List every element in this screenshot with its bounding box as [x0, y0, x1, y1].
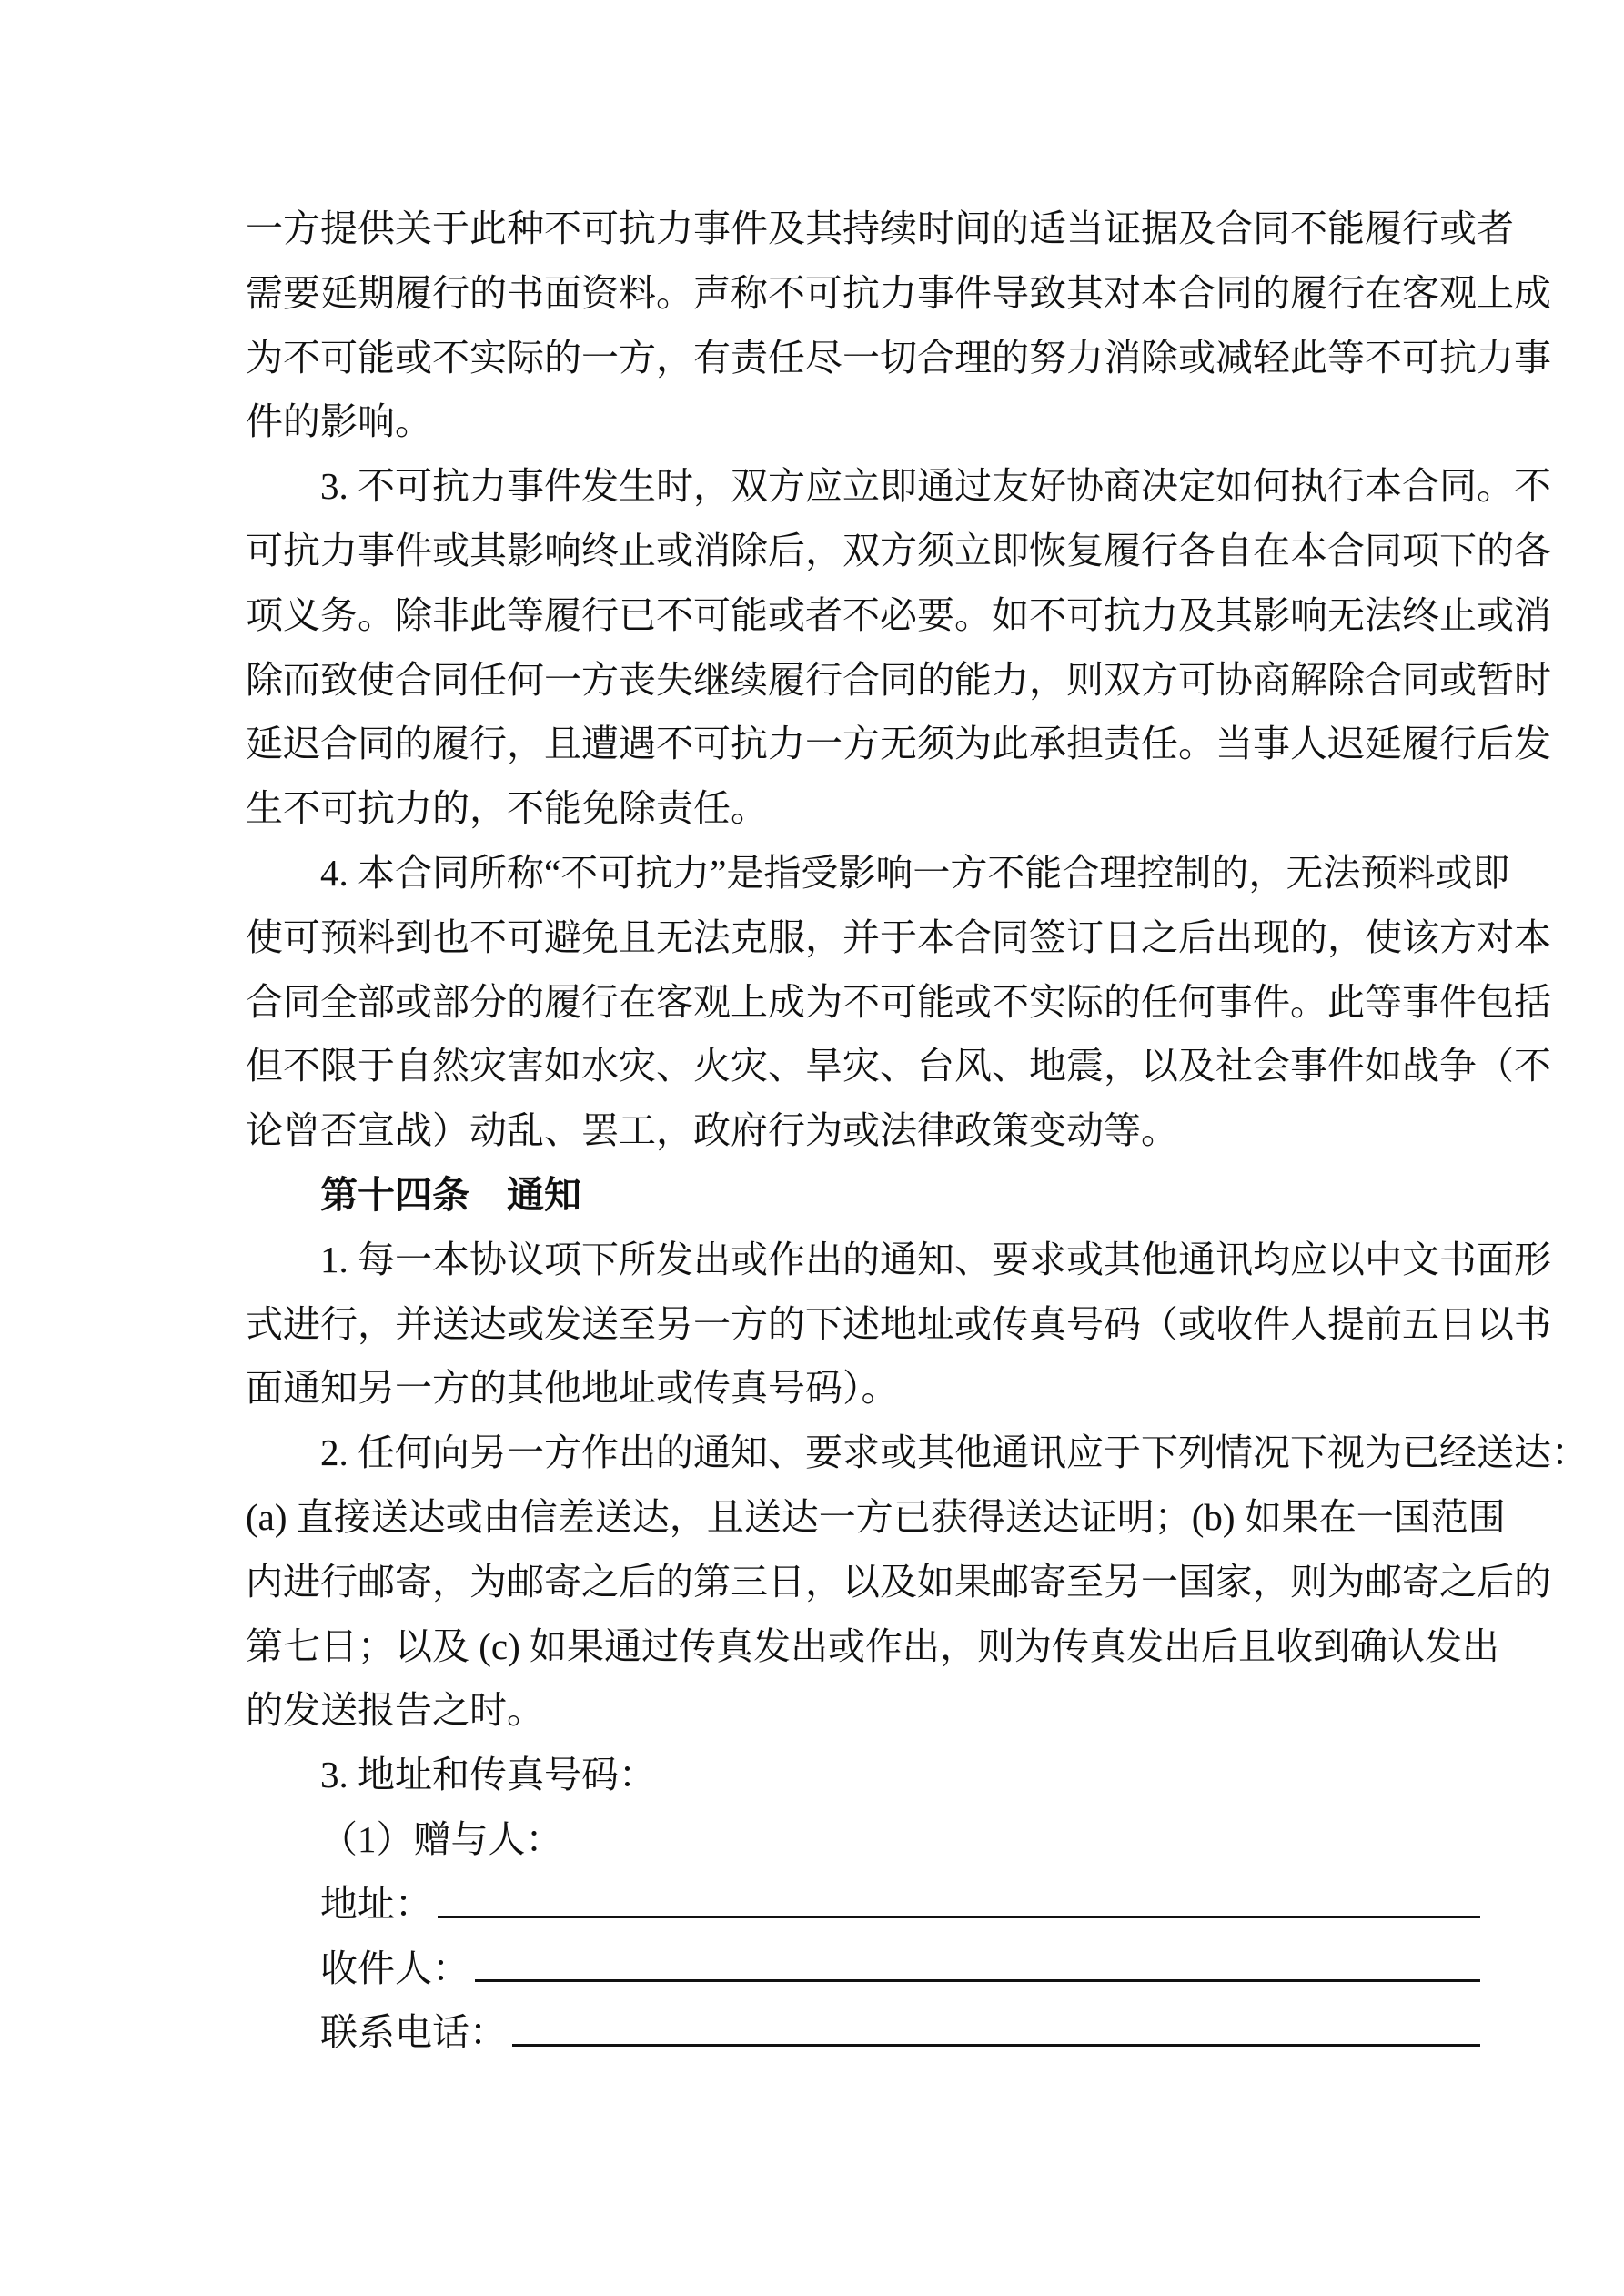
text-line: 2. 任何向另一方作出的通知、要求或其他通讯应于下列情况下视为已经送达： — [320, 1431, 1589, 1474]
paragraph-notice-2 — [246, 1421, 1589, 1743]
address-label: 地址： — [320, 1882, 432, 1925]
text-line: 面通知另一方的其他地址或传真号码）。 — [246, 1367, 899, 1410]
text-line: 4. 本合同所称“不可抗力”是指受影响一方不能合理控制的，无法预料或即 — [320, 851, 1510, 894]
address-field[interactable] — [246, 1872, 1235, 1937]
recipient-field[interactable] — [246, 1937, 1235, 2001]
text-line: 除而致使合同任何一方丧失继续履行合同的能力，则双方可协商解除合同或暂时 — [246, 658, 1551, 701]
document-page — [246, 197, 1589, 2065]
text-line: 内进行邮寄，为邮寄之后的第三日，以及如果邮寄至另一国家，则为邮寄之后的 — [246, 1560, 1551, 1603]
text-line: 合同全部或部分的履行在客观上成为不可能或不实际的任何事件。此等事件包括 — [246, 980, 1551, 1023]
text-line: 为不可能或不实际的一方，有责任尽一切合理的努力消除或减轻此等不可抗力事 — [246, 336, 1551, 379]
text-line: 第七日；以及 (c) 如果通过传真发出或作出，则为传真发出后且收到确认发出 — [246, 1624, 1500, 1667]
paragraph-force-majeure-evidence — [246, 197, 1551, 454]
text-line: 件的影响。 — [246, 400, 432, 443]
text-line: 生不可抗力的，不能免除责任。 — [246, 787, 768, 830]
phone-field[interactable] — [246, 2000, 1235, 2065]
text-line: 3. 不可抗力事件发生时，双方应立即通过友好协商决定如何执行本合同。不 — [320, 465, 1551, 508]
recipient-label: 收件人： — [320, 1947, 469, 1989]
text-line: 的发送报告之时。 — [246, 1689, 544, 1732]
text-line: 使可预料到也不可避免且无法克服，并于本合同签订日之后出现的，使该方对本 — [246, 915, 1551, 958]
text-line: 但不限于自然灾害如水灾、火灾、旱灾、台风、地震，以及社会事件如战争（不 — [246, 1045, 1551, 1087]
text-line: 一方提供关于此种不可抗力事件及其持续时间的适当证据及合同不能履行或者 — [246, 207, 1514, 249]
text-line: 延迟合同的履行，且遭遇不可抗力一方无须为此承担责任。当事人迟延履行后发 — [246, 723, 1551, 765]
paragraph-clause-4 — [246, 841, 1551, 1163]
text-line: 1. 每一本协议项下所发出或作出的通知、要求或其他通讯均应以中文书面形 — [320, 1238, 1551, 1280]
text-line: 论曾否宣战）动乱、罢工，政府行为或法律政策变动等。 — [246, 1109, 1178, 1152]
address-blank-line[interactable] — [438, 1916, 1480, 1918]
section-heading: 第十四条 通知 — [320, 1173, 581, 1216]
address-heading: 3. 地址和传真号码： — [320, 1754, 656, 1796]
donor-heading: （1）赠与人： — [320, 1817, 563, 1860]
text-line: 需要延期履行的书面资料。声称不可抗力事件导致其对本合同的履行在客观上成 — [246, 271, 1551, 314]
text-line: 可抗力事件或其影响终止或消除后，双方须立即恢复履行各自在本合同项下的各 — [246, 529, 1551, 571]
recipient-blank-line[interactable] — [475, 1979, 1480, 1982]
paragraph-notice-1 — [246, 1228, 1551, 1421]
phone-label: 联系电话： — [320, 2011, 507, 2054]
phone-blank-line[interactable] — [512, 2044, 1480, 2047]
text-line: (a) 直接送达或由信差送达，且送达一方已获得送达证明；(b) 如果在一国范围 — [246, 1495, 1506, 1538]
text-line: 式进行，并送达或发送至另一方的下述地址或传真号码（或收件人提前五日以书 — [246, 1302, 1551, 1345]
text-line: 项义务。除非此等履行已不可能或者不必要。如不可抗力及其影响无法终止或消 — [246, 593, 1551, 636]
paragraph-clause-3 — [246, 454, 1551, 841]
